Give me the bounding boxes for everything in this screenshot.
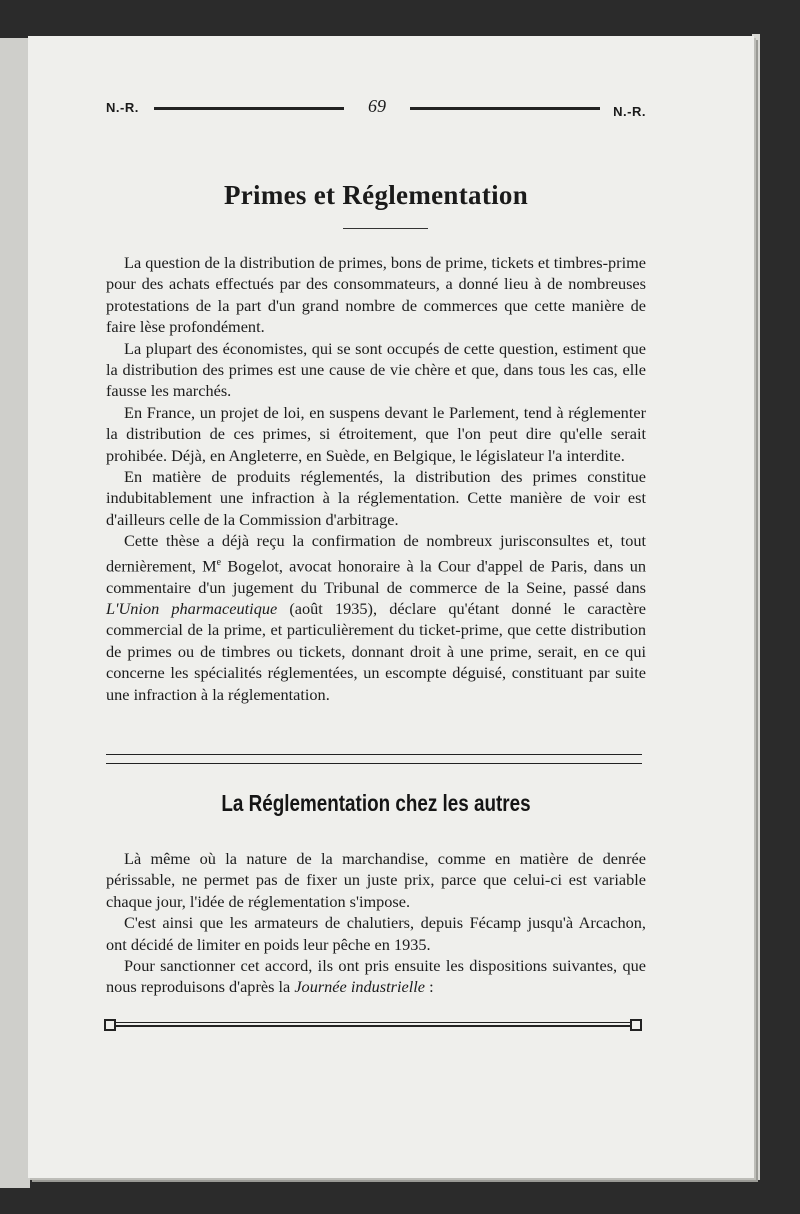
separator-line	[106, 754, 642, 755]
journal-title: L'Union pharmaceutique	[106, 598, 278, 618]
paragraph: La plupart des économistes, qui se sont occupés de cette question, estiment que la distribution des primes est une cause de vie chère et que, dans tous les cas, elle fausse les marchés.	[106, 338, 646, 401]
paragraph: En France, un projet de loi, en suspens devant le Parlement, tend à réglementer la distribution de ces primes, si étroitement, que l'on peut dire qu'elle serait prohibée. Déjà, en Angleterre, en Suède, en Belgique, le législateur l'a interdite.	[106, 402, 646, 465]
paragraph: Là même où la nature de la marchandise, comme en matière de denrée périssable, ne permet pas de fixer un juste prix, parce que celui-ci est variable chaque jour, l'idée de réglementation s'impose.	[106, 849, 646, 911]
title-underline	[343, 228, 428, 229]
text-run: (août 1935), déclare qu'étant donné le caractère commercial de la prime, et particulièrement du ticket-prime, que cette distribution de primes ou de timbres ou tickets, donnant droit à une prime, serait, en ce qui concerne les spécialités réglementées, un escompte déguisé, constituant par suite une infraction à la réglementation.	[106, 598, 646, 704]
separator-line	[106, 763, 642, 764]
paragraph: En matière de produits réglementés, la distribution des primes constitue indubitablement une infraction à la réglementation. Cette manière de voir est d'ailleurs celle de la Commission d'arbitrage.	[106, 467, 646, 529]
square-ornament-right	[630, 1019, 642, 1031]
superscript: e	[216, 556, 222, 568]
section-separator	[106, 754, 642, 764]
square-ornament-left	[104, 1019, 116, 1031]
journal-title: Journée industrielle	[294, 977, 425, 997]
article-title-primes: Primes et Réglementation	[223, 180, 529, 210]
text-run: :	[425, 977, 434, 997]
page-number: 69	[368, 96, 386, 116]
text-run: Pour sanctionner cet accord, ils ont pris ensuite les dispositions suivantes, que nous reproduisons d'après la	[106, 956, 646, 997]
article-body-autres	[106, 848, 646, 998]
paragraph	[106, 955, 646, 998]
footer-line	[116, 1025, 630, 1027]
paragraph: C'est ainsi que les armateurs de chalutiers, depuis Fécamp jusqu'à Arcachon, ont décidé de limiter en poids leur pêche en 1935.	[106, 913, 646, 954]
header-left-label: N.-R.	[106, 100, 139, 115]
article-body-primes	[106, 252, 646, 705]
paragraph	[106, 530, 646, 705]
text-run: Bogelot, avocat honoraire à la Cour d'appel de Paris, dans un commentaire d'un jugement du Tribunal de commerce de la Seine, passé dans	[106, 556, 647, 597]
adjacent-page-edge	[0, 38, 30, 1188]
footer-ornament-rule	[104, 1018, 642, 1032]
paragraph: La question de la distribution de primes, bons de prime, tickets et timbres-prime pour des achats effectués par des consommateurs, a donné lieu à de nombreuses protestations de la part d'un grand nombre de commerces que cette manière de faire lèse profondément.	[106, 253, 646, 337]
running-header	[106, 96, 646, 120]
footer-line	[116, 1022, 630, 1023]
article-title-autres: La Réglementation chez les autres	[221, 790, 531, 816]
header-right-label: N.-R.	[613, 104, 646, 119]
header-rule-right	[410, 107, 600, 110]
text-run: Cette thèse a déjà reçu la confirmation de nombreux jurisconsultes et, tout dernièrement, M	[106, 531, 646, 576]
header-rule-left	[154, 107, 344, 110]
